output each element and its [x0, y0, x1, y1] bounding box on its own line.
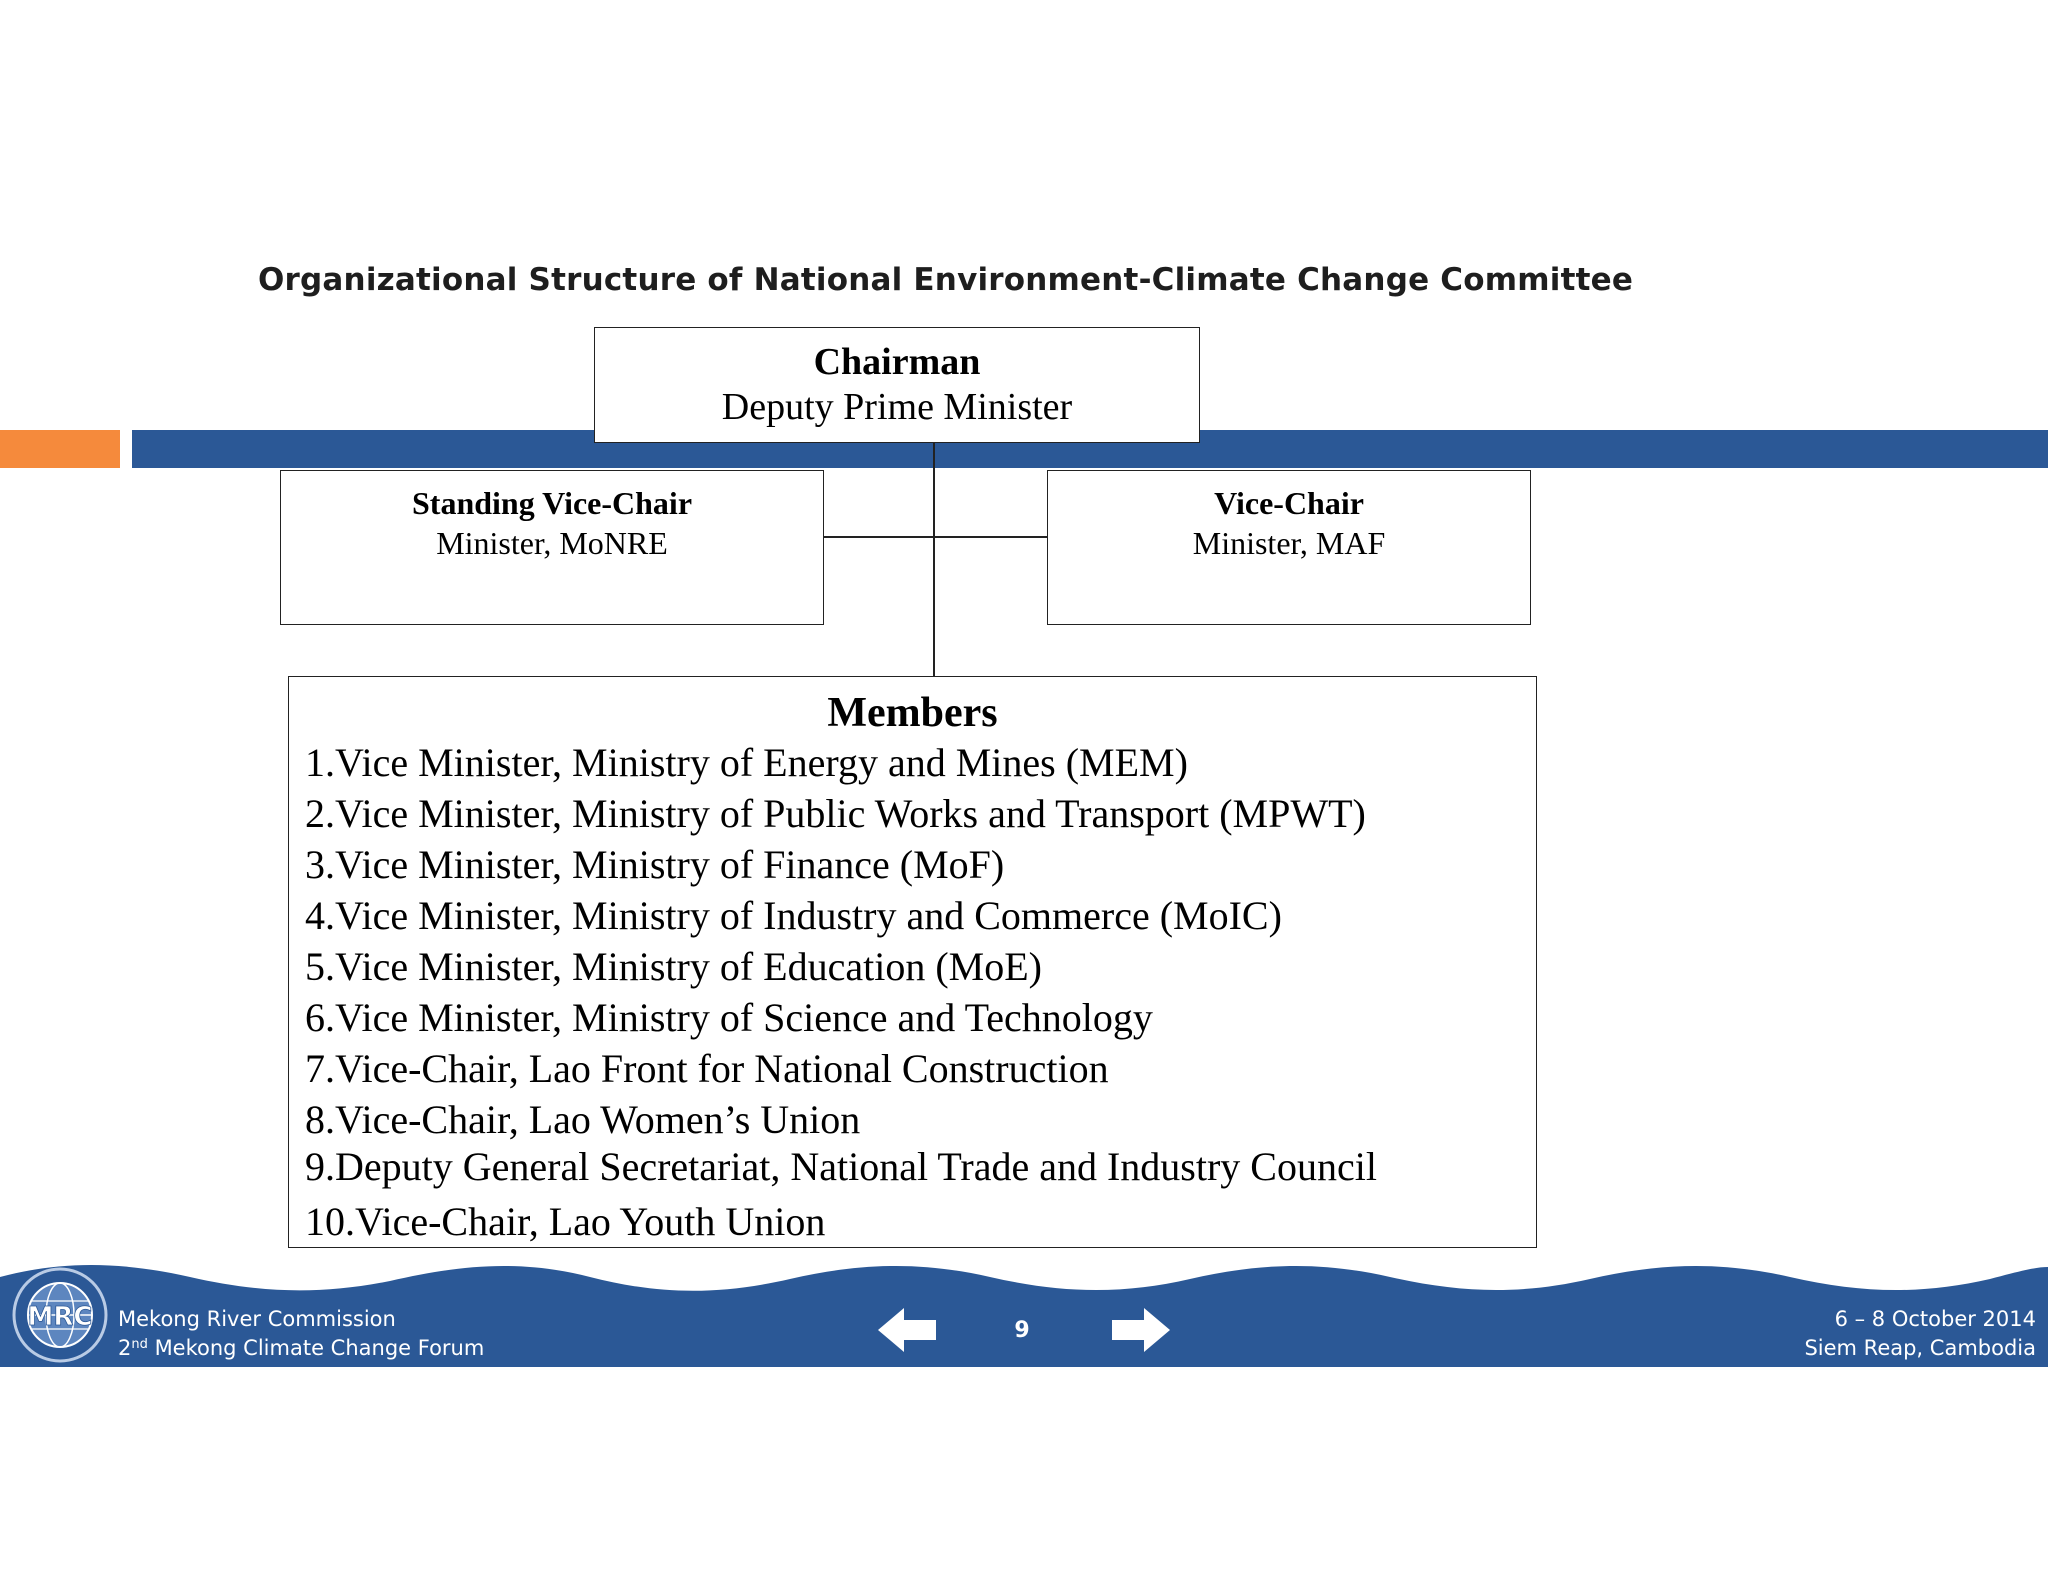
member-item: 2.Vice Minister, Ministry of Public Works and Transport (MPWT)	[305, 791, 1366, 836]
connector-vertical	[933, 443, 935, 676]
member-item: 5.Vice Minister, Ministry of Education (MoE)	[305, 944, 1042, 989]
footer-org: Mekong River Commission	[118, 1307, 396, 1331]
accent-bar-orange	[0, 430, 120, 468]
footer-forum-ordinal: 2	[118, 1336, 132, 1360]
footer-left	[118, 1305, 484, 1363]
mrc-logo	[10, 1265, 110, 1365]
chairman-role: Chairman	[813, 341, 981, 383]
member-item: 8.Vice-Chair, Lao Women’s Union	[305, 1097, 861, 1142]
connector-horizontal	[824, 536, 1047, 538]
page-number: 9	[1014, 1318, 1030, 1343]
chairman-box	[594, 327, 1200, 443]
footer-right	[1804, 1305, 2036, 1363]
arrow-left-icon[interactable]	[878, 1308, 938, 1352]
mrc-logo-text: MRC	[27, 1302, 93, 1332]
member-item: 9.Deputy General Secretariat, National Trade and Industry Council	[305, 1144, 1377, 1189]
standing-vice-chair-holder: Minister, MoNRE	[436, 525, 668, 561]
vice-chair-holder: Minister, MAF	[1192, 525, 1386, 561]
standing-vice-chair-box	[280, 470, 824, 625]
chairman-holder: Deputy Prime Minister	[721, 386, 1073, 428]
footer-forum-name: Mekong Climate Change Forum	[154, 1336, 485, 1360]
member-item: 3.Vice Minister, Ministry of Finance (MoF)	[305, 842, 1005, 887]
footer-dates: 6 – 8 October 2014	[1834, 1307, 2036, 1331]
footer-location: Siem Reap, Cambodia	[1804, 1336, 2036, 1360]
member-item: 7.Vice-Chair, Lao Front for National Construction	[305, 1046, 1109, 1091]
slide-title: Organizational Structure of National Environment-Climate Change Committee	[258, 262, 1634, 298]
member-item: 4.Vice Minister, Ministry of Industry and Commerce (MoIC)	[305, 893, 1282, 938]
member-item: 6.Vice Minister, Ministry of Science and Technology	[305, 995, 1153, 1040]
standing-vice-chair-role: Standing Vice-Chair	[411, 485, 693, 521]
member-item: 1.Vice Minister, Ministry of Energy and Mines (MEM)	[305, 740, 1188, 785]
footer-forum-suffix: nd	[131, 1337, 148, 1352]
footer-forum	[118, 1334, 484, 1363]
arrow-right-icon[interactable]	[1110, 1308, 1170, 1352]
members-heading: Members	[827, 690, 998, 736]
vice-chair-role: Vice-Chair	[1214, 485, 1364, 521]
vice-chair-box	[1047, 470, 1531, 625]
member-item: 10.Vice-Chair, Lao Youth Union	[305, 1199, 826, 1244]
members-box	[288, 676, 1537, 1248]
